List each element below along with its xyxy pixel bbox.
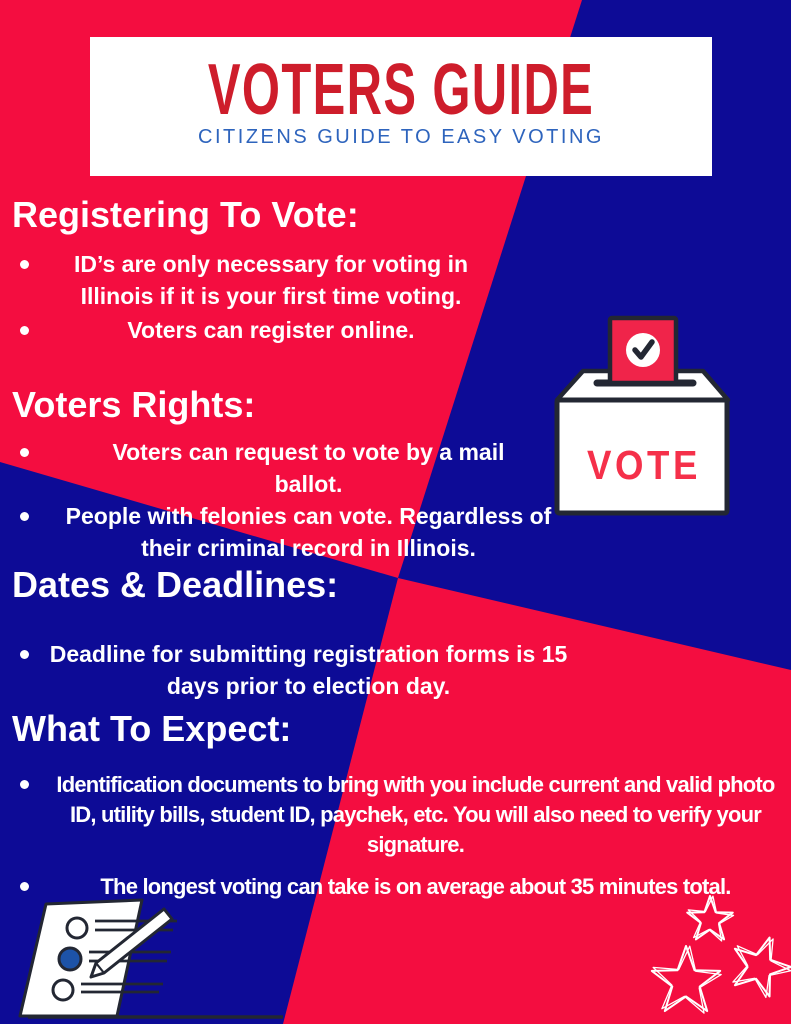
star-large-echo [649,943,724,1015]
section-registering-to-vote [12,192,502,346]
bullet-item [12,436,577,500]
bullet-item [12,770,791,860]
bullet-list [12,248,502,346]
bullet-list [12,638,577,702]
section-what-to-expect [12,706,791,902]
section-heading: What To Expect: [12,708,292,749]
bullet-text: Voters can register online. [127,317,415,343]
section-heading: Dates & Deadlines: [12,564,339,605]
check-circle-icon [610,318,676,383]
section-voters-rights [12,382,577,564]
bullet-text: The longest voting can take is on average about 35 minutes total. [100,874,731,899]
star-large [652,946,720,1011]
bullet-text: ID’s are only necessary for voting in Illinois if it is your first time voting. [73,251,469,309]
option-bubble-filled [59,948,81,970]
bullet-dot-icon [20,512,29,521]
poster-title: VOTERS GUIDE [207,50,595,130]
bullet-list [12,436,577,564]
bullet-dot-icon [20,780,29,789]
stars-icon [628,878,791,1024]
bullet-dot-icon [20,650,29,659]
vote-label: VOTE [587,442,701,488]
star-right [724,928,791,1000]
bullet-text: Identification documents to bring with you include current and valid photo ID, utility bills, student ID, paychek, etc. You will also need to verify your signature. [56,772,775,857]
section-heading: Registering To Vote: [12,194,359,235]
header-card [90,37,712,176]
bullet-dot-icon [20,260,29,269]
ballot-box-icon [545,305,745,530]
bullet-item [12,638,577,702]
bullet-item [12,500,577,564]
bullet-item [12,248,502,312]
bullet-dot-icon [20,326,29,335]
bullet-text: People with felonies can vote. Regardless of their criminal record in Illinois. [65,503,552,561]
bullet-dot-icon [20,882,29,891]
bullet-text: Voters can request to vote by a mail ballot. [112,439,505,497]
bullet-text: Deadline for submitting registration forms is 15 days prior to election day. [49,641,568,699]
section-dates-deadlines [12,562,577,702]
poster-subtitle: CITIZENS GUIDE TO EASY VOTING [198,126,604,148]
bullet-dot-icon [20,448,29,457]
section-heading: Voters Rights: [12,384,256,425]
ballot-paper-icon [15,893,305,1024]
bullet-item [12,314,502,346]
